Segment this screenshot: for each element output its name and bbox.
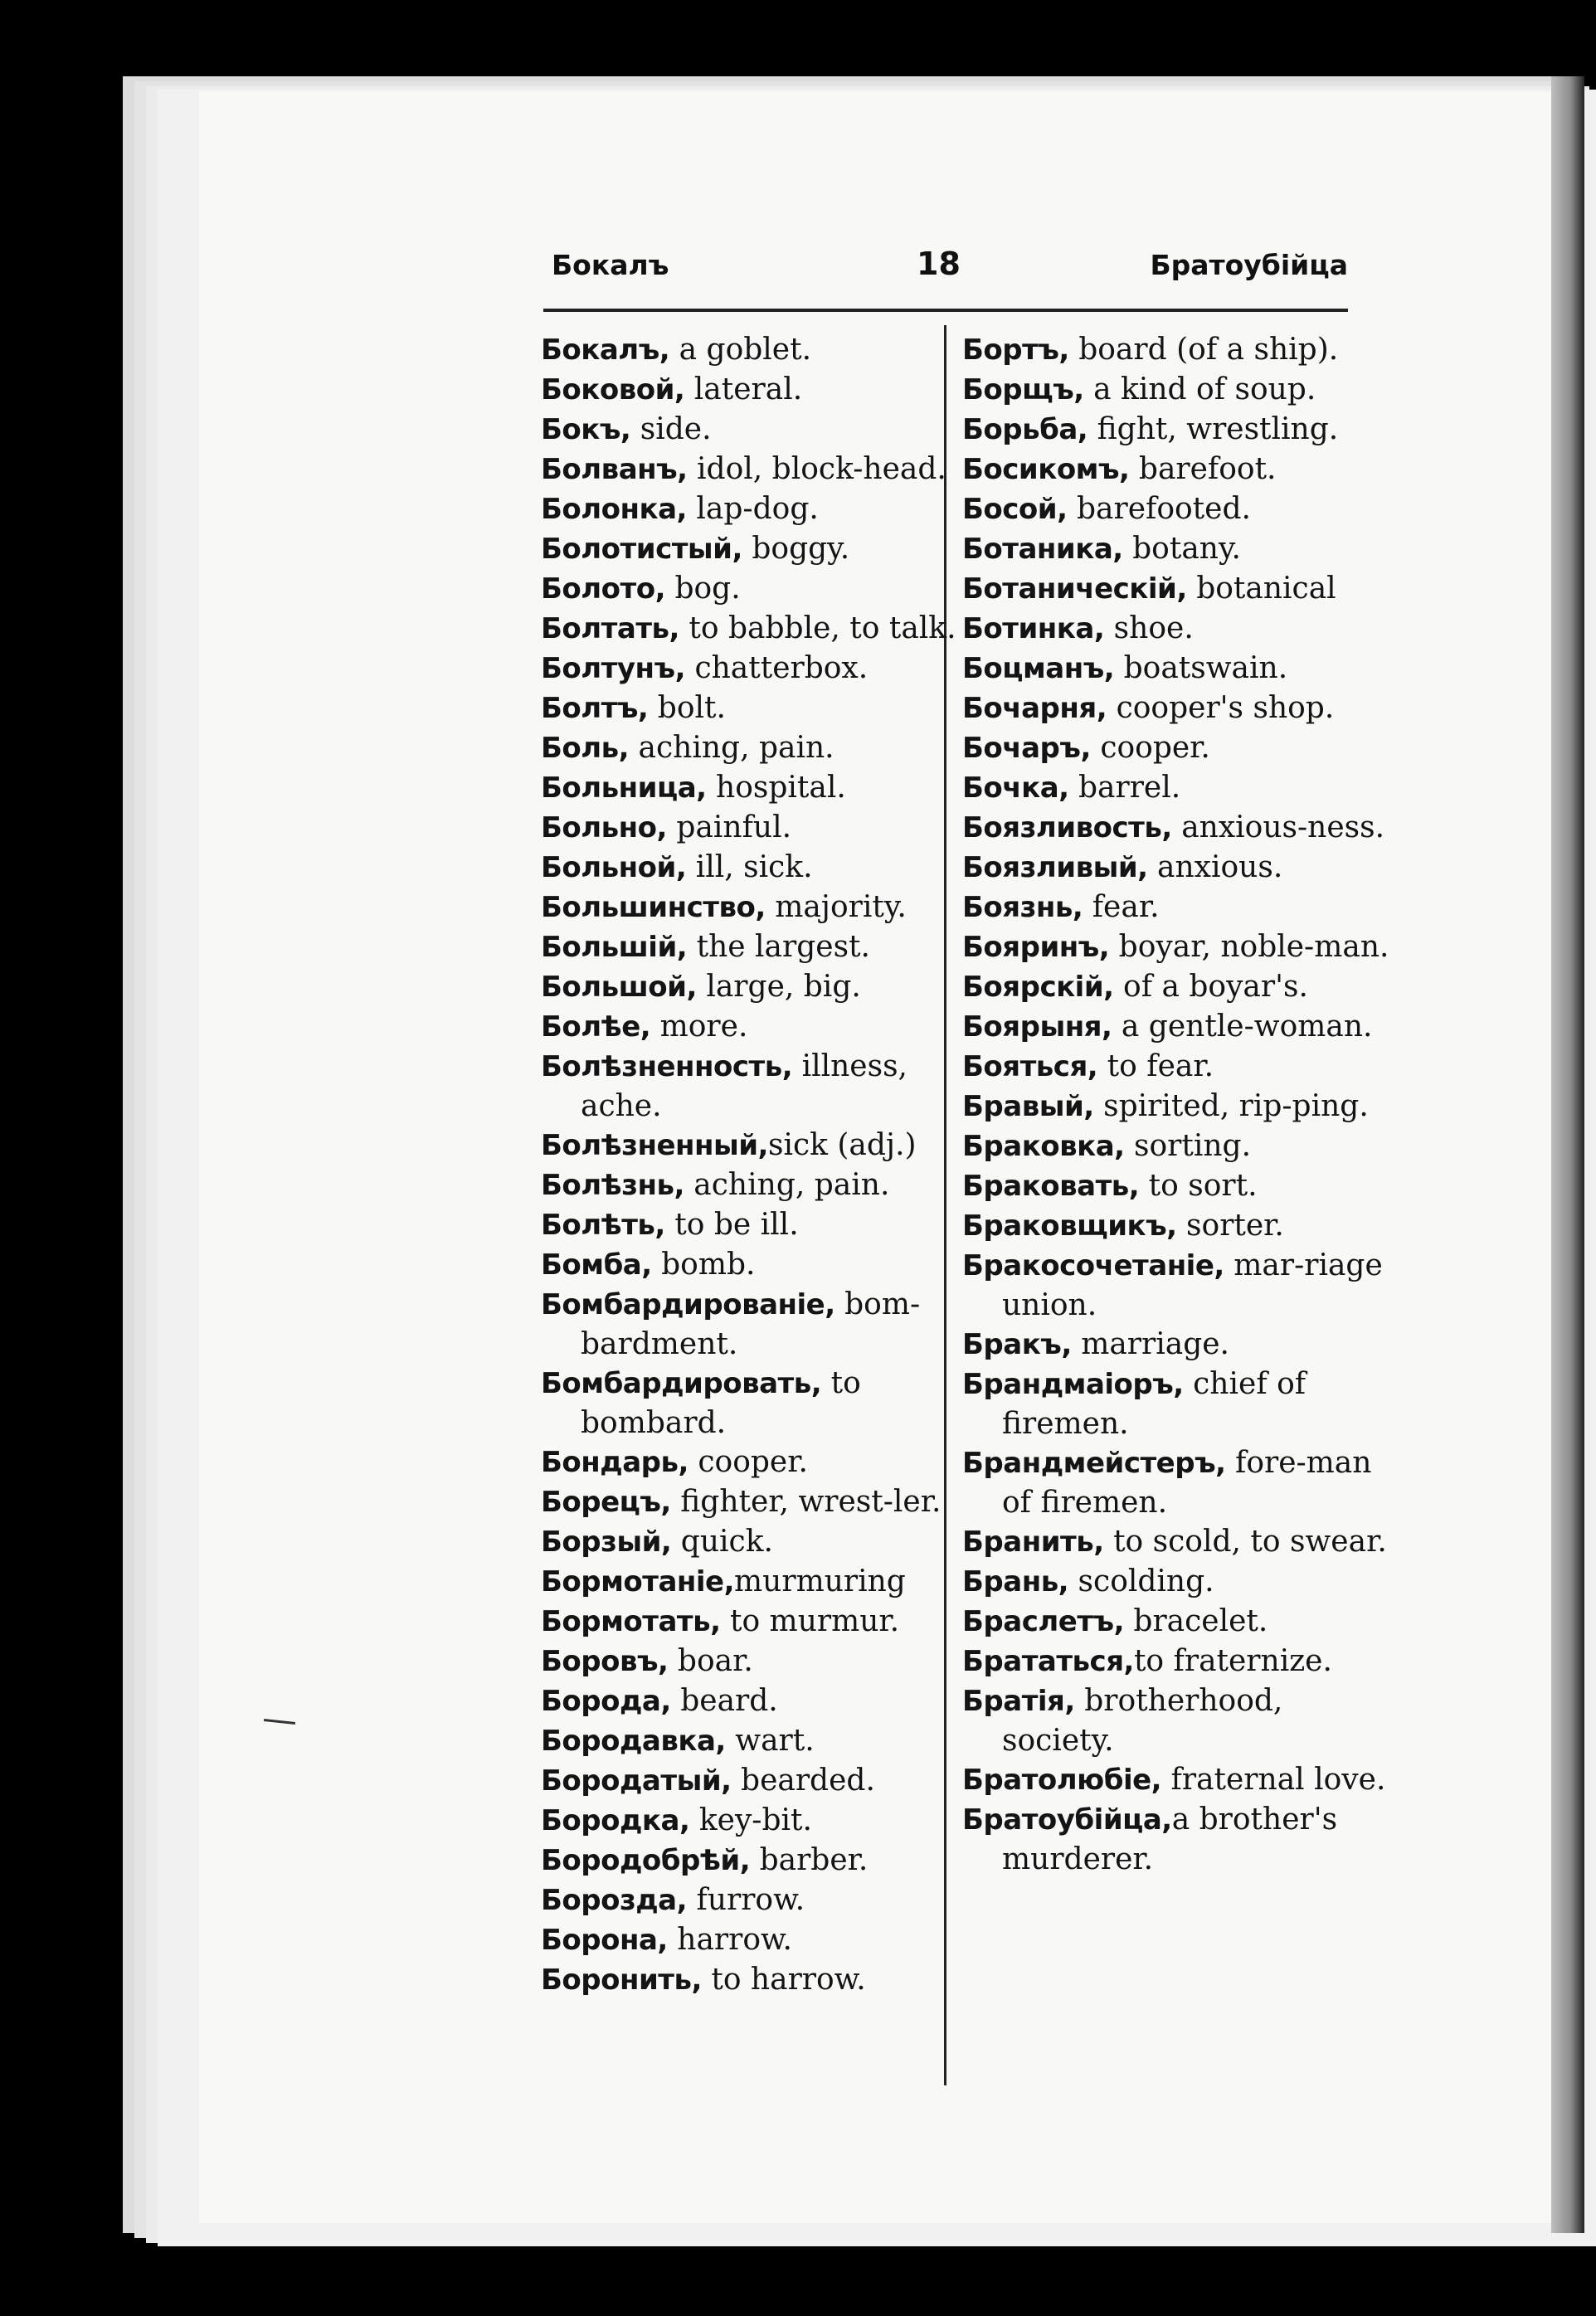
entry-definition: hospital. [706,771,846,805]
entry-definition: fraternal love. [1161,1763,1386,1797]
entry-definition: barber. [750,1843,869,1877]
entry-definition: beard. [670,1684,778,1718]
dictionary-entry [962,410,1389,450]
entry-headword: Боковой, [541,373,685,406]
dictionary-entry [962,1325,1389,1365]
entry-definition: board (of a ship). [1068,333,1339,367]
dictionary-entry [962,1246,1389,1325]
entry-definition: majority. [765,890,907,924]
entry-definition: sorting. [1124,1129,1252,1163]
entry-definition: side. [630,412,712,446]
entry-definition: barefooted. [1067,492,1251,526]
entry-headword: Бояринъ, [962,931,1110,964]
dictionary-entry [541,1126,960,1165]
dictionary-entry [541,1761,960,1801]
entry-definition: harrow. [667,1923,792,1957]
dictionary-entry [541,370,960,410]
entry-definition: to murmur. [720,1604,900,1638]
dictionary-entry [541,489,960,529]
entry-definition: lap-dog. [686,492,819,526]
entry-headword: Браковать, [962,1170,1140,1203]
entry-definition: sick (adj.) [767,1128,917,1162]
entry-headword: Бокъ, [541,413,631,446]
left-column [541,330,960,2000]
dictionary-entry [962,1602,1389,1642]
entry-headword: Боярыня, [962,1010,1112,1044]
entry-definition: bog. [665,572,741,606]
entry-headword: Большій, [541,931,688,964]
dictionary-entry [962,808,1389,848]
entry-definition: large, big. [696,970,861,1004]
entry-definition: illness, ache. [581,1049,907,1123]
entry-definition: bomb. [651,1248,756,1282]
dictionary-entry [962,370,1389,410]
entry-definition: bracelet. [1123,1604,1268,1638]
header-right-word: Братоубійца [1150,249,1348,281]
entry-definition: to harrow. [701,1963,866,1997]
running-header [552,246,1348,299]
entry-definition: cooper's shop. [1107,691,1335,725]
header-rule [543,309,1348,312]
entry-definition: boggy. [742,532,850,566]
entry-headword: Борода, [541,1685,671,1718]
entry-headword: Брань, [962,1565,1069,1598]
dictionary-entry [962,1047,1389,1087]
entry-definition: brotherhood, society. [1002,1684,1283,1758]
entry-definition: anxious-ness. [1171,810,1385,844]
dictionary-entry [962,1562,1389,1602]
entry-definition: a brother's murderer. [1002,1803,1338,1876]
dictionary-entry [541,1801,960,1841]
entry-headword: Браковка, [962,1130,1125,1163]
entry-definition: barrel. [1068,771,1181,805]
entry-definition: quick. [671,1525,773,1559]
entry-definition: boyar, noble-man. [1109,930,1389,964]
entry-headword: Бородобрѣй, [541,1844,751,1877]
entry-headword: Большой, [541,971,697,1004]
dictionary-entry [541,330,960,370]
dictionary-entry [541,609,960,649]
entry-headword: Болѣзнь, [541,1169,684,1202]
entry-definition: a kind of soup. [1083,372,1316,406]
dictionary-entry [962,1522,1389,1562]
entry-headword: Бравый, [962,1090,1094,1123]
entry-definition: furrow. [687,1883,805,1917]
entry-headword: Бочаръ, [962,732,1091,765]
entry-definition: bom-bardment. [581,1287,921,1361]
dictionary-entry [541,1245,960,1285]
entry-headword: Борьба, [962,413,1088,446]
entry-headword: Боязнь, [962,891,1083,924]
entry-definition: sorter. [1176,1209,1284,1243]
dictionary-entry [541,1047,960,1126]
dictionary-entry [962,1166,1389,1206]
dictionary-entry [541,1482,960,1522]
entry-headword: Босой, [962,493,1068,526]
entry-headword: Борщъ, [962,373,1084,406]
entry-headword: Бояться, [962,1050,1098,1083]
entry-headword: Бомбардированіе, [541,1288,835,1321]
entry-headword: Брандмейстеръ, [962,1447,1226,1480]
dictionary-entry [962,649,1389,688]
dictionary-entry [541,688,960,728]
dictionary-entry [541,1364,960,1443]
entry-headword: Бранить, [962,1525,1104,1559]
entry-headword: Боярскій, [962,971,1114,1004]
dictionary-entry [541,1721,960,1761]
dictionary-entry [962,1760,1389,1800]
entry-headword: Бондарь, [541,1446,689,1479]
dictionary-entry [541,728,960,768]
entry-headword: Ботаническій, [962,572,1187,606]
entry-definition: boar. [668,1644,753,1678]
entry-definition: fighter, wrest-ler. [670,1485,942,1519]
entry-headword: Ботинка, [962,612,1105,645]
dictionary-entry [541,1285,960,1364]
entry-headword: Большинство, [541,891,766,924]
entry-definition: botany. [1122,532,1241,566]
entry-definition: key-bit. [689,1803,812,1837]
dictionary-entry [541,1841,960,1881]
entry-definition: to sort. [1139,1169,1258,1203]
entry-headword: Бормотаніе, [541,1565,735,1598]
dictionary-entry [541,848,960,888]
dictionary-entry [962,728,1389,768]
entry-headword: Брандмаіоръ, [962,1368,1184,1401]
dictionary-entry [962,1087,1389,1126]
dictionary-entry [541,1443,960,1482]
entry-headword: Браковщикъ, [962,1209,1177,1243]
dictionary-entry [541,1881,960,1920]
dictionary-entry [541,410,960,450]
entry-definition: bearded. [731,1764,875,1798]
dictionary-entry [962,569,1389,609]
dictionary-entry [962,927,1389,967]
dictionary-entry [962,489,1389,529]
dictionary-entry [541,768,960,808]
entry-headword: Бочарня, [962,692,1107,725]
entry-definition: lateral. [684,372,803,406]
entry-definition: of a boyar's. [1113,970,1308,1004]
entry-definition: anxious. [1147,850,1283,884]
dictionary-entry [541,888,960,927]
entry-headword: Бомба, [541,1248,652,1282]
entry-headword: Браслетъ, [962,1605,1124,1638]
entry-definition: bolt. [648,691,726,725]
entry-headword: Болтунъ, [541,652,686,685]
entry-headword: Боль, [541,732,630,765]
dictionary-entry [962,967,1389,1007]
entry-definition: chief of firemen. [1002,1367,1306,1441]
entry-headword: Боронить, [541,1963,702,1997]
dictionary-entry [962,609,1389,649]
entry-definition: murmuring [734,1564,906,1598]
dictionary-entry [962,529,1389,569]
entry-headword: Босикомъ, [962,453,1130,486]
dictionary-entry [541,569,960,609]
entry-headword: Бормотать, [541,1605,721,1638]
entry-headword: Борозда, [541,1884,688,1917]
entry-definition: mar-riage union. [1002,1248,1383,1322]
entry-headword: Болотистый, [541,533,742,566]
entry-headword: Бородатый, [541,1764,732,1798]
entry-definition: chatterbox. [685,651,869,685]
entry-definition: to be ill. [664,1208,799,1242]
dictionary-entry [541,1205,960,1245]
dictionary-entry [541,529,960,569]
dictionary-entry [962,768,1389,808]
entry-headword: Бочка, [962,771,1069,805]
dictionary-entry [541,808,960,848]
entry-definition: ill, sick. [686,850,813,884]
entry-definition: to scold, to swear. [1103,1525,1387,1559]
entry-definition: fore-man of firemen. [1002,1446,1372,1520]
dictionary-entry [962,330,1389,370]
dictionary-entry [962,1007,1389,1047]
dictionary-entry [541,1522,960,1562]
entry-headword: Боровъ, [541,1645,669,1678]
entry-headword: Бракосочетаніе, [962,1249,1224,1282]
dictionary-entry [541,967,960,1007]
entry-headword: Борецъ, [541,1486,671,1519]
dictionary-entry [962,1443,1389,1522]
dictionary-entry [962,1126,1389,1166]
dictionary-entry [962,888,1389,927]
dictionary-entry [962,1365,1389,1443]
entry-definition: idol, block-head. [687,452,946,486]
entry-headword: Болѣть, [541,1209,665,1242]
dictionary-entry [962,848,1389,888]
entry-headword: Бородавка, [541,1725,726,1758]
entry-headword: Болото, [541,572,666,606]
entry-headword: Ботаника, [962,533,1123,566]
entry-definition: fight, wrestling. [1088,412,1339,446]
dictionary-entry [541,649,960,688]
entry-headword: Болонка, [541,493,687,526]
binding-shadow [1551,76,1584,2233]
entry-headword: Болѣзненный, [541,1129,768,1162]
entry-headword: Бортъ, [962,333,1069,367]
entry-definition: wart. [725,1724,815,1758]
entry-definition: shoe. [1104,611,1194,645]
entry-headword: Болванъ, [541,453,688,486]
entry-headword: Бородка, [541,1804,690,1837]
entry-definition: cooper. [688,1445,808,1479]
entry-definition: to bombard. [581,1366,861,1440]
entry-headword: Боязливость, [962,811,1172,844]
entry-definition: painful. [666,810,792,844]
page-number: 18 [917,246,961,282]
header-left-word: Бокалъ [552,249,669,281]
entry-headword: Бракъ, [962,1328,1072,1361]
entry-definition: barefoot. [1129,452,1277,486]
entry-headword: Борзый, [541,1525,672,1559]
entry-headword: Болтъ, [541,692,649,725]
dictionary-entry [962,1681,1389,1760]
entry-definition: cooper. [1090,731,1210,765]
entry-definition: a goblet. [669,333,812,367]
entry-definition: fear. [1083,890,1160,924]
entry-headword: Братоубійца, [962,1803,1172,1837]
entry-definition: a gentle-woman. [1112,1010,1373,1044]
dictionary-entry [541,1920,960,1960]
entry-headword: Больница, [541,771,707,805]
entry-definition: aching, pain. [684,1168,890,1202]
entry-headword: Больной, [541,851,687,884]
entry-headword: Больно, [541,811,667,844]
entry-definition: spirited, rip-ping. [1093,1089,1369,1123]
entry-headword: Брататься, [962,1645,1134,1678]
entry-headword: Братолюбіе, [962,1764,1162,1797]
dictionary-entry [962,1642,1389,1681]
entry-headword: Бокалъ, [541,333,670,367]
entry-headword: Братія, [962,1685,1075,1718]
entry-definition: botanical [1186,572,1336,606]
dictionary-entry [541,450,960,489]
dictionary-entry [541,1562,960,1602]
entry-headword: Борона, [541,1924,668,1957]
entry-definition: boatswain. [1114,651,1288,685]
dictionary-entry [541,1007,960,1047]
entry-definition: scolding. [1068,1564,1214,1598]
dictionary-entry [962,688,1389,728]
dictionary-entry [541,1681,960,1721]
entry-headword: Болѣе, [541,1010,651,1044]
dictionary-entry [541,1602,960,1642]
entry-definition: more. [650,1010,748,1044]
dictionary-entry [962,1800,1389,1879]
entry-headword: Бомбардировать, [541,1367,822,1400]
entry-definition: marriage. [1071,1327,1229,1361]
dictionary-entry [541,1642,960,1681]
entry-definition: aching, pain. [629,731,834,765]
entry-headword: Боцманъ, [962,652,1115,685]
entry-definition: to babble, to talk. [679,611,956,645]
dictionary-entry [541,1165,960,1205]
entry-definition: to fear. [1097,1049,1214,1083]
entry-headword: Болѣзненность, [541,1050,793,1083]
entry-definition: to fraternize. [1133,1644,1332,1678]
entry-headword: Болтать, [541,612,679,645]
dictionary-entry [541,1960,960,2000]
dictionary-entry [962,450,1389,489]
dictionary-entry [962,1206,1389,1246]
entry-definition: the largest. [687,930,870,964]
entry-headword: Боязливый, [962,851,1148,884]
right-column [962,330,1389,1879]
dictionary-entry [541,927,960,967]
